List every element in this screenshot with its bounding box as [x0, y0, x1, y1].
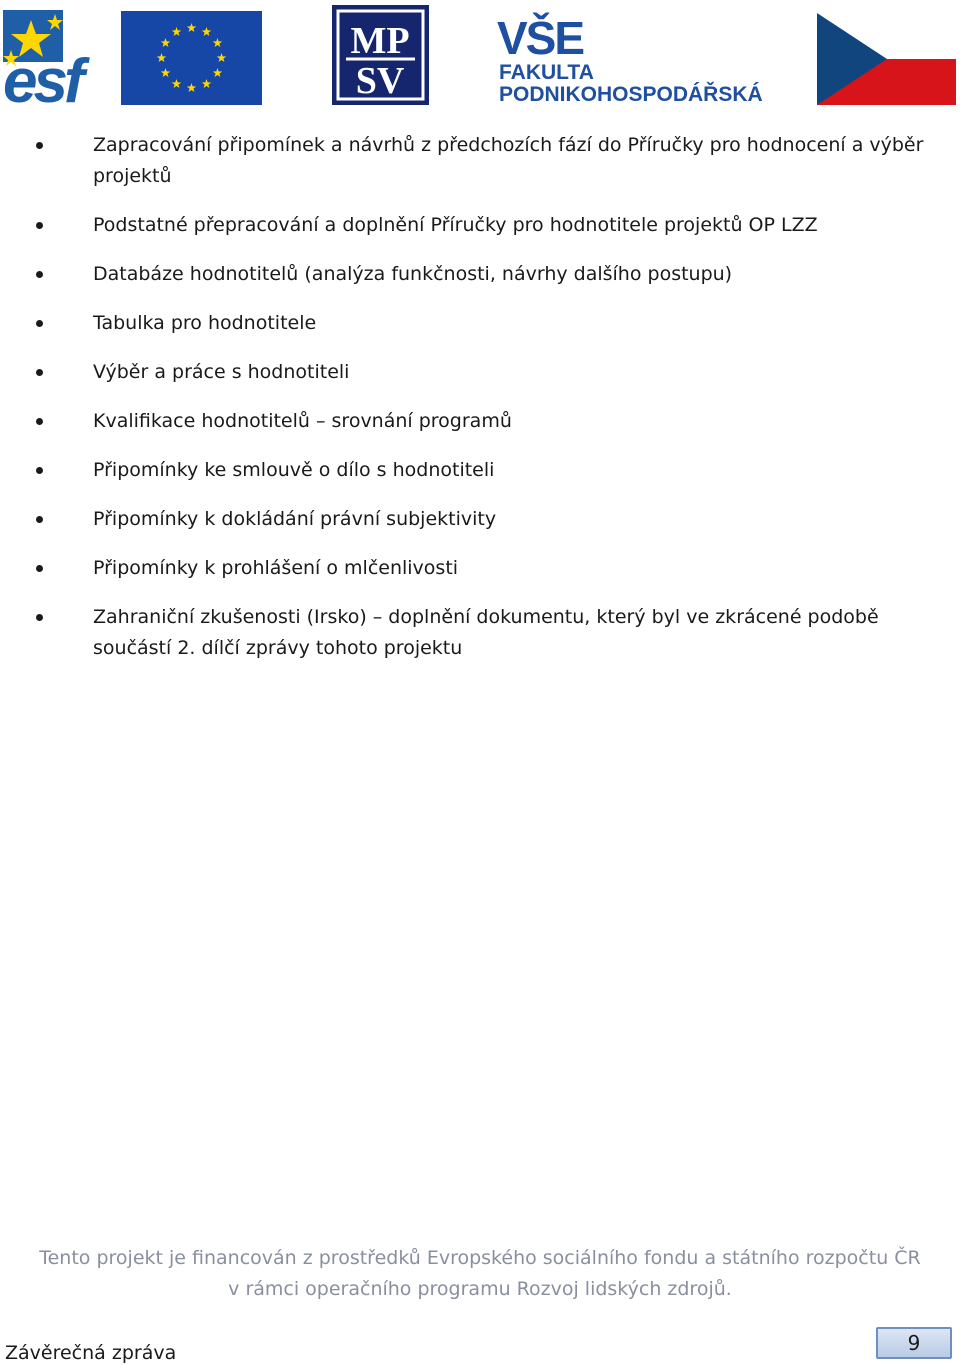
vse-fph-logo	[497, 10, 787, 104]
list-item: Připomínky k prohlášení o mlčenlivosti	[0, 553, 960, 584]
bullet-icon	[36, 271, 43, 278]
svg-text:esf: esf	[3, 47, 81, 106]
czech-flag-logo	[817, 13, 956, 105]
bullet-icon	[36, 614, 43, 621]
mpsv-logo	[332, 5, 429, 105]
bullet-icon	[36, 467, 43, 474]
bullet-icon	[36, 142, 43, 149]
svg-text:SV: SV	[355, 60, 405, 102]
list-item: Připomínky k dokládání právní subjektivity	[0, 504, 960, 535]
list-item: Výběr a práce s hodnotiteli	[0, 357, 960, 388]
funding-statement-line-2: v rámci operačního programu Rozvoj lidských zdrojů.	[228, 1278, 732, 1300]
bullet-icon	[36, 369, 43, 376]
bullet-icon	[36, 418, 43, 425]
esf-logo	[3, 10, 111, 106]
list-item: Tabulka pro hodnotitele	[0, 308, 960, 339]
list-item: Připomínky ke smlouvě o dílo s hodnotiteli	[0, 455, 960, 486]
list-item: Podstatné přepracování a doplnění Příručky pro hodnotitele projektů OP LZZ	[0, 210, 960, 241]
bullet-icon	[36, 222, 43, 229]
funding-statement-line-1: Tento projekt je financován z prostředků Evropského sociálního fondu a státního rozpočtu ČR	[39, 1247, 921, 1269]
header-logos	[0, 0, 960, 110]
bullet-list	[0, 130, 960, 664]
bullet-icon	[36, 320, 43, 327]
list-item: Zapracování připomínek a návrhů z předchozích fází do Příručky pro hodnocení a výběr projektů	[0, 130, 960, 192]
document-title: Závěrečná zpráva	[5, 1342, 177, 1364]
svg-text:MP: MP	[350, 20, 410, 62]
list-item: Databáze hodnotitelů (analýza funkčnosti, návrhy dalšího postupu)	[0, 259, 960, 290]
svg-text:PODNIKOHOSPODÁŘSKÁ: PODNIKOHOSPODÁŘSKÁ	[499, 83, 763, 104]
list-item: Zahraniční zkušenosti (Irsko) – doplnění dokumentu, který byl ve zkrácené podobě součástí 2. dílčí zprávy tohoto projektu	[0, 602, 960, 664]
bullet-icon	[36, 565, 43, 572]
eu-flag-logo	[121, 11, 262, 105]
bullet-icon	[36, 516, 43, 523]
page-number-badge: 9	[876, 1327, 952, 1359]
svg-text:VŠE: VŠE	[497, 12, 584, 64]
list-item: Kvalifikace hodnotitelů – srovnání programů	[0, 406, 960, 437]
svg-text:FAKULTA: FAKULTA	[499, 61, 594, 84]
